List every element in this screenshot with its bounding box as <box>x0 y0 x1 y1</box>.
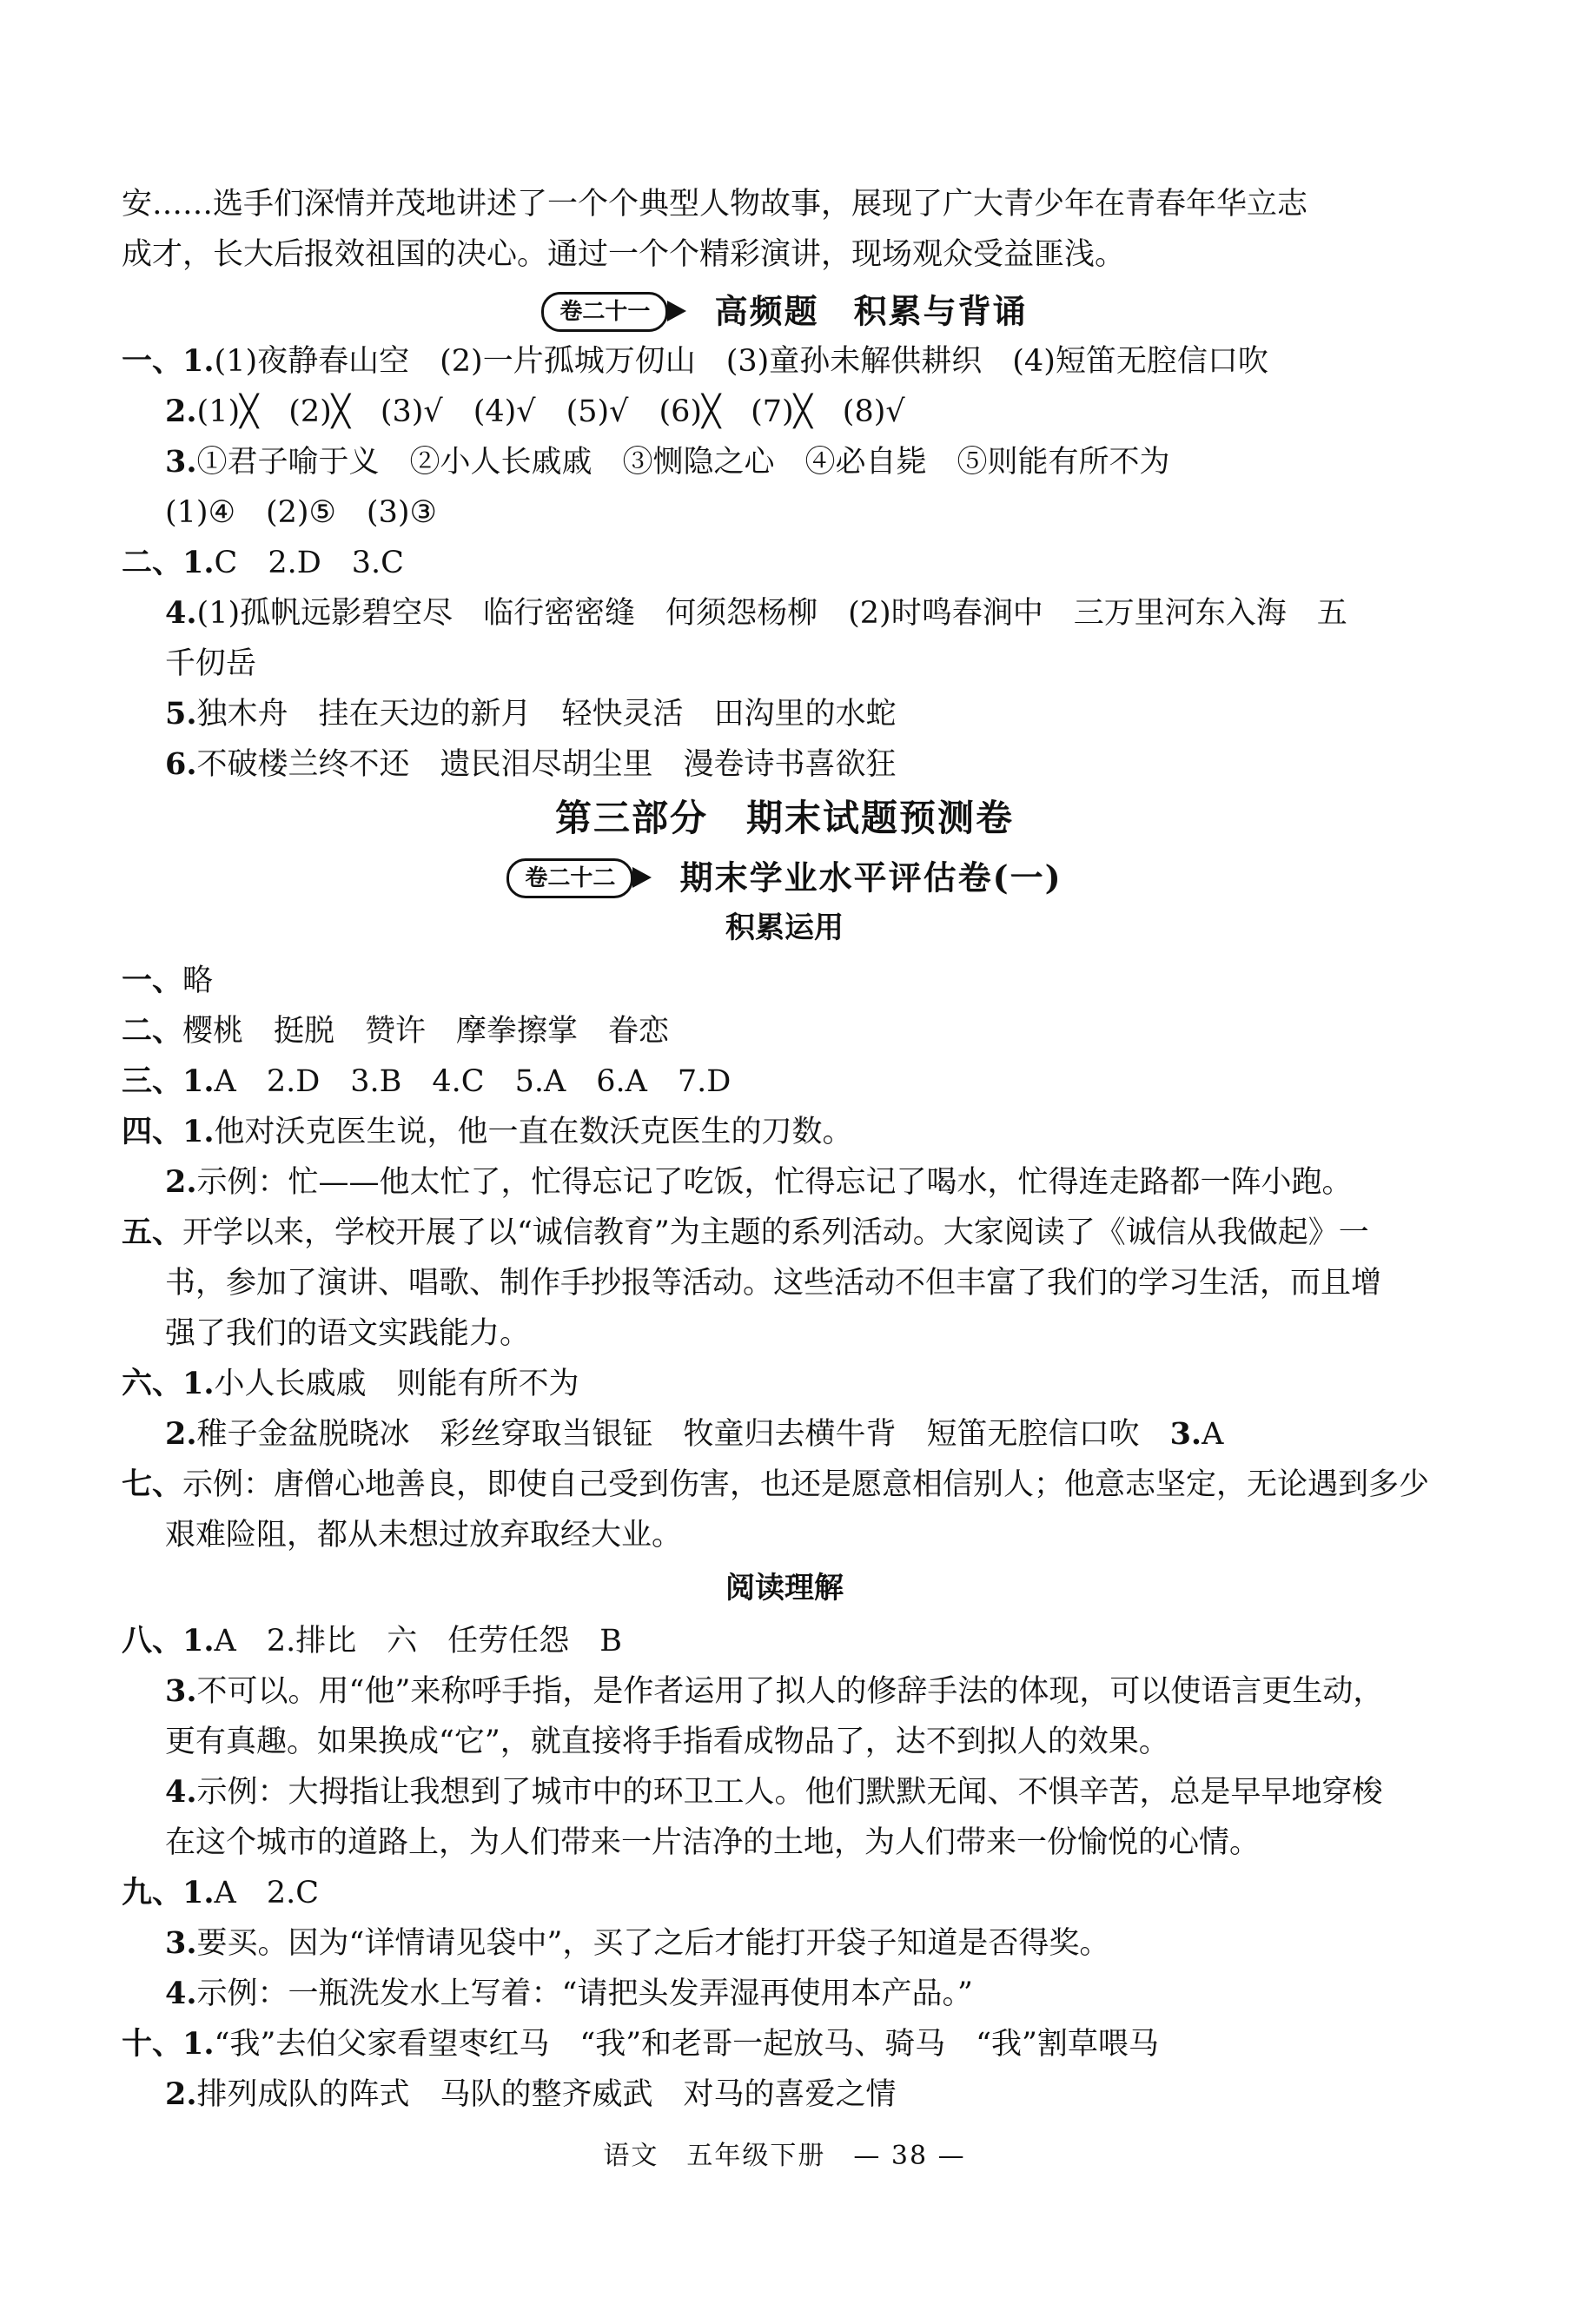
answer-line: 6.不破楼兰终不还 遗民泪尽胡尘里 漫卷诗书喜欲狂 <box>165 746 897 782</box>
answer-line: 4.(1)孤帆远影碧空尽 临行密密缝 何须怨杨柳 (2)时鸣春涧中 三万里河东入海 五 <box>165 595 1347 631</box>
answer-line: 2.示例：忙——他太忙了，忙得忘记了吃饭，忙得忘记了喝水，忙得连走路都一阵小跑。 <box>165 1164 1353 1200</box>
answer-line: 九、1.A 2.C <box>122 1875 319 1910</box>
answer-line: 3.要买。因为“详情请见袋中”，买了之后才能打开袋子知道是否得奖。 <box>165 1925 1110 1961</box>
answer-line: 3.①君子喻于义 ②小人长戚戚 ③恻隐之心 ④必自毙 ⑤则能有所不为 <box>165 444 1170 480</box>
answer-line: 更有真趣。如果换成“它”，就直接将手指看成物品了，达不到拟人的效果。 <box>165 1725 1169 1759</box>
page-footer: 语文 五年级下册 — 38 — <box>603 2141 966 2171</box>
answer-line: 2.排列成队的阵式 马队的整齐威武 对马的喜爱之情 <box>165 2076 897 2112</box>
text-line: 成才，长大后报效祖国的决心。通过一个个精彩演讲，现场观众受益匪浅。 <box>122 237 1126 272</box>
answer-line: 4.示例：一瓶洗发水上写着：“请把头发弄湿再使用本产品。” <box>165 1976 973 2011</box>
subsection-title: 阅读理解 <box>725 1571 844 1606</box>
section-title: 高频题 积累与背诵 <box>714 291 1028 331</box>
answer-line: 2.(1)╳ (2)╳ (3)√ (4)√ (5)√ (6)╳ (7)╳ (8)√ <box>165 394 905 429</box>
answer-line: 在这个城市的道路上，为人们带来一片洁净的土地，为人们带来一份愉悦的心情。 <box>165 1825 1261 1860</box>
answer-line: 3.不可以。用“他”来称呼手指，是作者运用了拟人的修辞手法的体现，可以使语言更生动， <box>165 1673 1384 1709</box>
answer-line: 五、开学以来，学校开展了以“诚信教育”为主题的系列活动。大家阅读了《诚信从我做起》一 <box>122 1215 1369 1250</box>
answer-line: 2.稚子金盆脱晓冰 彩丝穿取当银钲 牧童归去横牛背 短笛无腔信口吹 3.A <box>165 1416 1224 1452</box>
section-badge: 卷二十二 <box>506 858 633 898</box>
text-line: 安……选手们深情并茂地讲述了一个个典型人物故事，展现了广大青少年在青春年华立志 <box>122 187 1308 222</box>
answer-line: (1)④ (2)⑤ (3)③ <box>165 495 437 530</box>
answer-line: 4.示例：大拇指让我想到了城市中的环卫工人。他们默默无闻、不惧辛苦，总是早早地穿梭 <box>165 1774 1383 1810</box>
section-title: 期末学业水平评估卷(一) <box>679 857 1063 897</box>
section-header-21 <box>0 282 1569 338</box>
answer-line: 二、1.C 2.D 3.C <box>122 545 404 580</box>
section-header-22 <box>0 849 1569 904</box>
subsection-title: 积累运用 <box>725 910 844 945</box>
answer-line: 八、1.A 2.排比 六 任劳任怨 B <box>122 1623 622 1659</box>
part-title: 第三部分 期末试题预测卷 <box>554 797 1014 839</box>
answer-line: 十、1.“我”去伯父家看望枣红马 “我”和老哥一起放马、骑马 “我”割草喂马 <box>122 2026 1159 2062</box>
answer-line: 三、1.A 2.D 3.B 4.C 5.A 6.A 7.D <box>122 1063 732 1099</box>
section-badge: 卷二十一 <box>541 292 668 332</box>
answer-line: 六、1.小人长戚戚 则能有所不为 <box>122 1366 579 1401</box>
answer-line: 书，参加了演讲、唱歌、制作手抄报等活动。这些活动不但丰富了我们的学习生活，而且增 <box>165 1266 1382 1301</box>
answer-line: 一、略 <box>122 963 214 998</box>
answer-line: 5.独木舟 挂在天边的新月 轻快灵活 田沟里的水蛇 <box>165 696 897 732</box>
answer-line: 艰难险阻，都从未想过放弃取经大业。 <box>165 1518 683 1553</box>
answer-line: 四、1.他对沃克医生说，他一直在数沃克医生的刀数。 <box>122 1114 853 1149</box>
answer-line: 千仞岳 <box>165 646 257 681</box>
answer-line: 七、示例：唐僧心地善良，即使自己受到伤害，也还是愿意相信别人；他意志坚定，无论遇到多少 <box>122 1467 1430 1502</box>
answer-line: 强了我们的语文实践能力。 <box>165 1316 531 1351</box>
answer-line: 二、樱桃 挺脱 赞许 摩拳擦掌 眷恋 <box>122 1013 670 1049</box>
answer-line: 一、1.(1)夜静春山空 (2)一片孤城万仞山 (3)童孙未解供耕织 (4)短笛无腔信口吹 <box>122 343 1268 379</box>
